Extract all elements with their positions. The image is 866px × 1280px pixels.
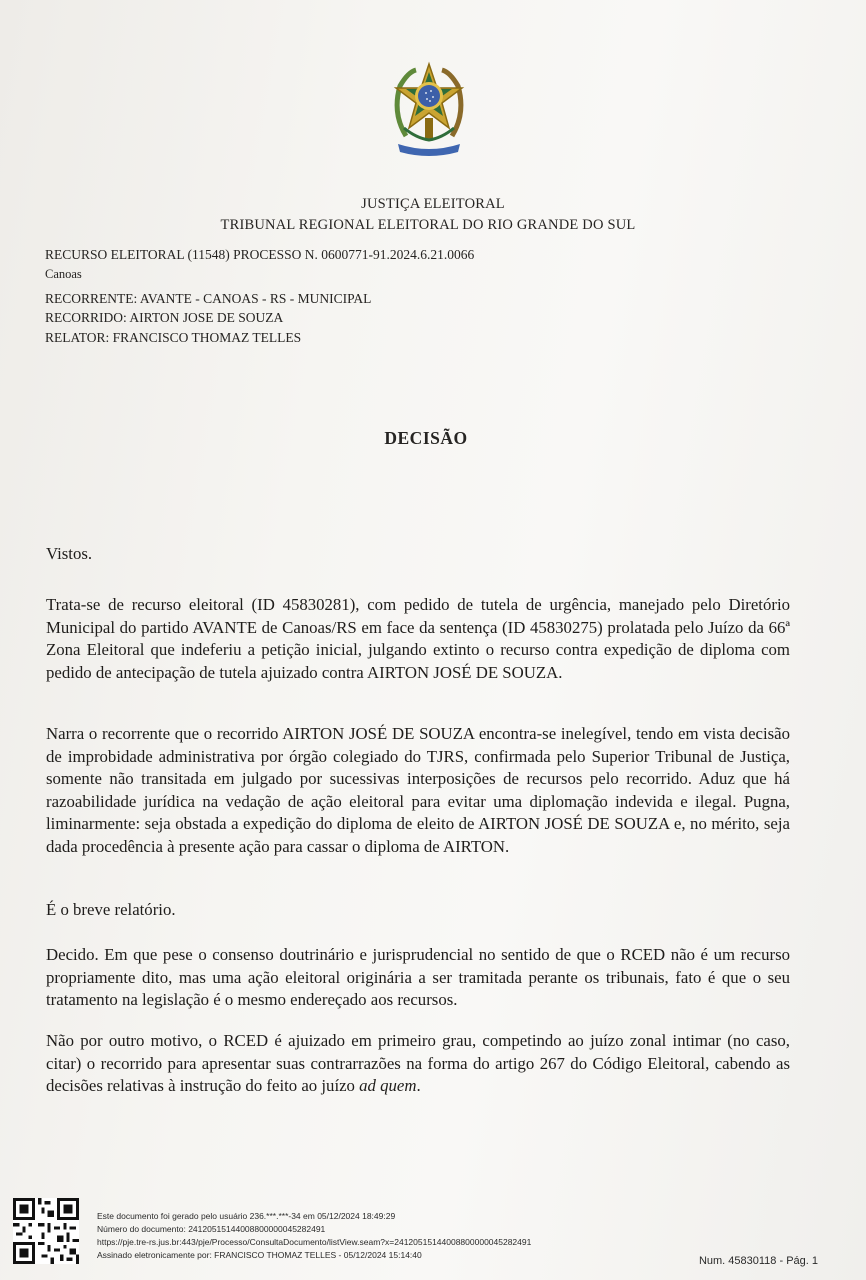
paragraph-decision: Decido. Em que pese o consenso doutrinário e jurisprudencial no sentido de que o RCED não é um recurso propriamente dito, mas uma ação eleitoral originária a ser tramitada perante os tribunais, fato é que o seu tratamento na legislação é o mesmo endereçado aos recursos.	[46, 945, 790, 1009]
footer-generated-by: Este documento foi gerado pelo usuário 236.***.***-34 em 05/12/2024 18:49:29	[97, 1211, 396, 1221]
paragraph-competence-italic: ad quem	[359, 1076, 417, 1095]
header-line-2: TRIBUNAL REGIONAL ELEITORAL DO RIO GRANDE DO SUL	[220, 217, 636, 233]
paragraph-narrative: Narra o recorrente que o recorrido AIRTON JOSÉ DE SOUZA encontra-se inelegível, tendo em vista decisão de improbidade administrativa por órgão colegiado do TJRS, confirmada pelo Superior Tribunal de Justiça, somente não transitada em julgado por sucessivas interposições de recursos pelo recorrido. Aduz que há razoabilidade jurídica na vedação de ação eleitoral para evitar uma diplomação indevida e ilegal. Pugna, liminarmente: seja obstada a expedição do diploma de eleito de AIRTON JOSÉ DE SOUZA e, no mérito, seja dada procedência à presente ação para cassar o diploma de AIRTON.	[46, 724, 790, 856]
document-title: DECISÃO	[384, 428, 468, 448]
paragraph-competence-end: .	[416, 1076, 421, 1095]
case-number: RECURSO ELEITORAL (11548) PROCESSO N. 0600771-91.2024.6.21.0066	[45, 247, 475, 262]
paragraph-report: É o breve relatório.	[46, 900, 176, 919]
qr-code-icon	[13, 1198, 79, 1264]
case-city: Canoas	[45, 267, 82, 281]
footer-document-number: Número do documento: 24120515144008800000045282491	[97, 1224, 326, 1234]
case-recorrente: RECORRENTE: AVANTE - CANOAS - RS - MUNICIPAL	[45, 291, 372, 306]
brazil-coat-of-arms-icon	[386, 58, 472, 162]
paragraph-competence	[46, 1030, 790, 1098]
page-number: Num. 45830118 - Pág. 1	[698, 1255, 818, 1267]
footer-consulta-link[interactable]: https://pje.tre-rs.jus.br:443/pje/Processo/ConsultaDocumento/listView.seam?x=24120515144008800000045282491	[97, 1237, 532, 1247]
paragraph-vistos: Vistos.	[46, 544, 93, 563]
header-line-1: JUSTIÇA ELEITORAL	[361, 196, 505, 212]
case-relator: RELATOR: FRANCISCO THOMAZ TELLES	[45, 330, 302, 345]
case-recorrido: RECORRIDO: AIRTON JOSE DE SOUZA	[45, 310, 284, 325]
paragraph-summary: Trata-se de recurso eleitoral (ID 45830281), com pedido de tutela de urgência, manejado pelo Diretório Municipal do partido AVANTE de Canoas/RS em face da sentença (ID 45830275) prolatada pelo Juízo da 66ª Zona Eleitoral que indeferiu a petição inicial, julgando extinto o recurso contra expedição de diploma com pedido de antecipação de tutela ajuizado contra AIRTON JOSÉ DE SOUZA.	[46, 595, 790, 682]
paragraph-competence-text: Não por outro motivo, o RCED é ajuizado em primeiro grau, competindo ao juízo zonal intimar (no caso, citar) o recorrido para apresentar suas contrarrazões na forma do artigo 267 do Código Eleitoral, cabendo as decisões relativas à instrução do feito ao juízo	[46, 1031, 790, 1095]
footer-signature: Assinado eletronicamente por: FRANCISCO THOMAZ TELLES - 05/12/2024 15:14:40	[97, 1250, 422, 1260]
